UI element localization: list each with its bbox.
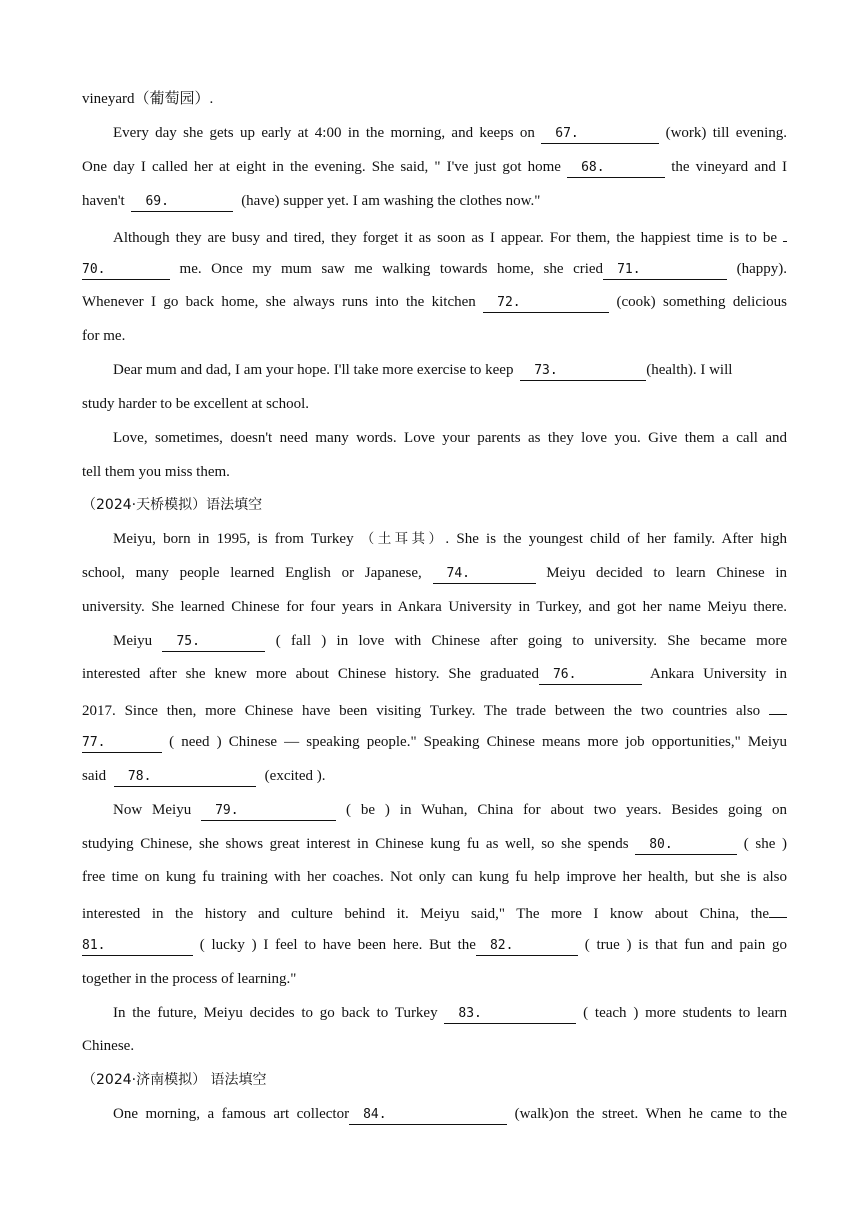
- text: Meiyu: [113, 633, 153, 649]
- text-line: [82, 732, 787, 753]
- text: Meiyu, born in 1995, is from Turkey: [113, 531, 354, 547]
- text: for me.: [82, 328, 126, 344]
- blank-78[interactable]: 78.: [114, 767, 256, 787]
- blank-76[interactable]: 76.: [539, 665, 642, 685]
- section-header: （2024·天桥模拟）语法填空: [82, 497, 263, 513]
- blank-67[interactable]: 67.: [541, 124, 659, 144]
- text: Love, sometimes, doesn't need many words. Love your parents as they love you. Give them a call and: [113, 430, 787, 446]
- text-line: [113, 529, 787, 549]
- text-line: [82, 563, 787, 584]
- blank-70-start: [783, 225, 787, 242]
- text: together in the process of learning.": [82, 971, 297, 987]
- text: Dear mum and dad, I am your hope. I'll take more exercise to keep: [113, 362, 514, 378]
- blank-74[interactable]: 74.: [433, 564, 536, 584]
- text-line: [82, 698, 787, 721]
- text: haven't: [82, 193, 125, 209]
- blank-70[interactable]: 70.: [82, 260, 170, 280]
- blank-82[interactable]: 82.: [476, 936, 578, 956]
- text-line: [82, 89, 787, 109]
- text: Chinese.: [82, 1038, 135, 1054]
- text-line: [82, 597, 787, 617]
- text: (excited ).: [264, 768, 326, 784]
- text: vineyard（葡萄园）.: [82, 91, 214, 107]
- text-line: [82, 259, 787, 280]
- text-line: [113, 225, 787, 248]
- section-header: （2024·济南模拟） 语法填空: [82, 1072, 267, 1088]
- text-line: [82, 157, 787, 178]
- text: ( teach ) more students to learn: [583, 1005, 788, 1021]
- text: ( lucky ) I feel to have been here. But the: [199, 937, 476, 953]
- blank-77[interactable]: 77.: [82, 733, 162, 753]
- text: (cook) something delicious: [616, 294, 788, 310]
- text: tell them you miss them.: [82, 464, 230, 480]
- blank-81[interactable]: 81.: [82, 936, 193, 956]
- text: Meiyu decided to learn Chinese in: [546, 565, 788, 581]
- text: One morning, a famous art collector: [113, 1106, 350, 1122]
- text-line: [82, 766, 787, 787]
- text: (work) till evening.: [665, 125, 787, 141]
- text: university. She learned Chinese for four years in Ankara University in Turkey, and got her name Meiyu there.: [82, 599, 787, 615]
- text-line: [82, 664, 787, 685]
- blank-80[interactable]: 80.: [635, 835, 737, 855]
- blank-68[interactable]: 68.: [567, 158, 665, 178]
- text-line: [82, 901, 787, 924]
- text-line: [82, 834, 787, 855]
- text-line: [82, 191, 787, 212]
- text: . She is the youngest child of her family. After high: [445, 531, 788, 547]
- text-line: [82, 935, 787, 956]
- text: ( she ): [743, 836, 787, 852]
- text: study harder to be excellent at school.: [82, 396, 310, 412]
- text: free time on kung fu training with her coaches. Not only can kung fu help improve her health, but she is also: [82, 869, 787, 885]
- text-line: [113, 1003, 787, 1024]
- text: (walk)on the street. When he came to the: [514, 1106, 787, 1122]
- text: me. Once my mum saw me walking towards home, she cried: [179, 261, 604, 277]
- text: Every day she gets up early at 4:00 in the morning, and keeps on: [113, 125, 535, 141]
- text-line: [82, 462, 787, 482]
- text: interested after she knew more about Chinese history. She graduated: [82, 666, 539, 682]
- text: ( be ) in Wuhan, China for about two years. Besides going on: [346, 802, 788, 818]
- text: (have) supper yet. I am washing the clothes now.": [241, 193, 541, 209]
- text: school, many people learned English or Japanese,: [82, 565, 422, 581]
- text: studying Chinese, she shows great interest in Chinese kung fu as well, so she spends: [82, 836, 629, 852]
- text-line: [82, 1036, 787, 1056]
- text-line: [113, 1104, 787, 1125]
- text: Whenever I go back home, she always runs into the kitchen: [82, 294, 476, 310]
- text: ( need ) Chinese — speaking people." Speaking Chinese means more job opportunities," Meiyu: [169, 734, 787, 750]
- text: ( fall ) in love with Chinese after going to university. She became more: [275, 633, 787, 649]
- text: Although they are busy and tired, they forget it as soon as I appear. For them, the happiest time is to be: [113, 230, 778, 246]
- text-line: [113, 428, 787, 448]
- blank-79[interactable]: 79.: [201, 801, 336, 821]
- text-line: [82, 969, 787, 989]
- blank-75[interactable]: 75.: [162, 632, 265, 652]
- text-line: [82, 326, 787, 346]
- blank-77-start: [769, 698, 787, 715]
- blank-72[interactable]: 72.: [483, 293, 609, 313]
- text: In the future, Meiyu decides to go back to Turkey: [113, 1005, 438, 1021]
- text: One day I called her at eight in the evening. She said, " I've just got home: [82, 159, 561, 175]
- blank-69[interactable]: 69.: [131, 192, 233, 212]
- text: interested in the history and culture behind it. Meiyu said," The more I know about China, the: [82, 906, 769, 922]
- text-line: [82, 292, 787, 313]
- blank-81-start: [769, 901, 787, 918]
- text: (health). I will: [646, 362, 733, 378]
- text: said: [82, 768, 107, 784]
- text: （土耳其）: [360, 531, 446, 547]
- text: (happy).: [736, 261, 787, 277]
- text: Ankara University in: [650, 666, 787, 682]
- text-line: [113, 800, 787, 821]
- text-line: [82, 394, 787, 414]
- blank-84[interactable]: 84.: [349, 1105, 507, 1125]
- text: 2017. Since then, more Chinese have been visiting Turkey. The trade between the two countries also: [82, 703, 761, 719]
- text-line: [113, 360, 787, 381]
- text: Now Meiyu: [113, 802, 192, 818]
- text: ( true ) is that fun and pain go: [584, 937, 788, 953]
- text-line: [113, 631, 787, 652]
- text: the vineyard and I: [671, 159, 788, 175]
- blank-83[interactable]: 83.: [444, 1004, 576, 1024]
- text-line: [82, 867, 787, 887]
- blank-73[interactable]: 73.: [520, 361, 646, 381]
- blank-71[interactable]: 71.: [603, 260, 727, 280]
- text-line: [113, 123, 787, 144]
